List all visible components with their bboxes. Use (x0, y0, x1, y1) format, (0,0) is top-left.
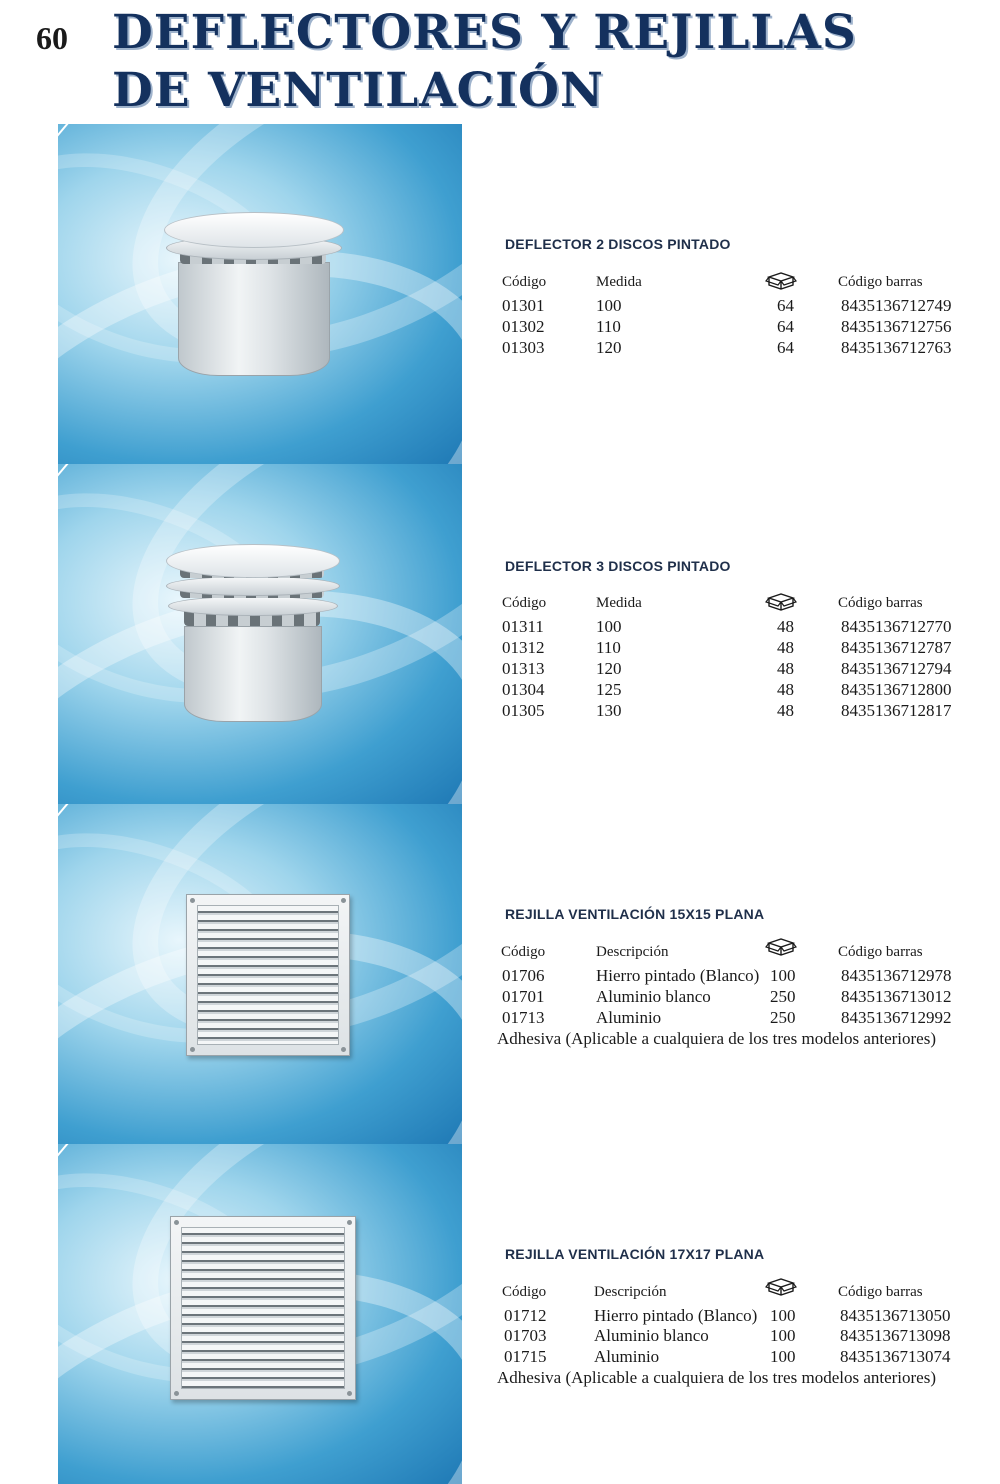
table-row: 01303 120 64 8435136712763 (502, 338, 952, 357)
product-section-grille-15x15 (0, 804, 1000, 1144)
product-photo (58, 124, 462, 464)
header-desc: Descripción (594, 1284, 667, 1300)
adhesive-note: Adhesiva (Aplicable a cualquiera de los tres modelos anteriores) (497, 1368, 937, 1387)
table-row: 01305 130 48 8435136712817 (502, 701, 952, 720)
vent-grille-17x17-image (170, 1216, 356, 1400)
product-title: REJILLA VENTILACIÓN 15X15 PLANA (505, 906, 765, 922)
box-icon (765, 938, 797, 956)
page-title-line-1: DEFLECTORES Y REJILLAS (112, 5, 857, 60)
vent-grille-15x15-image (186, 894, 350, 1056)
table-row: 01302 110 64 8435136712756 (502, 317, 952, 336)
deflector-2-discs-image (158, 212, 348, 382)
header-code: Código (502, 274, 547, 290)
header-code: Código (502, 1284, 547, 1300)
header-desc: Medida (596, 595, 642, 611)
table-row: 01712 Hierro pintado (Blanco) 100 8435136713050 (504, 1306, 951, 1325)
header-barcode: Código barras (838, 1284, 923, 1300)
header-barcode: Código barras (838, 944, 923, 960)
table-row: 01304 125 48 8435136712800 (502, 680, 952, 699)
table-row: 01701 Aluminio blanco 250 8435136713012 (502, 987, 952, 1006)
product-title: DEFLECTOR 3 DISCOS PINTADO (505, 558, 731, 574)
product-photo (58, 1144, 462, 1484)
product-title: DEFLECTOR 2 DISCOS PINTADO (505, 236, 731, 252)
table-row: 01713 Aluminio 250 8435136712992 (502, 1008, 952, 1027)
table-row: 01312 110 48 8435136712787 (502, 638, 952, 657)
box-icon (765, 1278, 797, 1296)
deflector-3-discs-image (162, 544, 342, 726)
table-row: 01715 Aluminio 100 8435136713074 (504, 1347, 951, 1366)
product-photo (58, 464, 462, 804)
product-info (497, 124, 977, 464)
page-title-line-2: DE VENTILACIÓN (112, 63, 604, 118)
product-info (497, 1144, 977, 1484)
table-row: 01703 Aluminio blanco 100 8435136713098 (504, 1326, 951, 1345)
product-info (497, 804, 977, 1144)
page-title (112, 4, 857, 120)
table-row: 01301 100 64 8435136712749 (502, 296, 952, 315)
table-row: 01311 100 48 8435136712770 (502, 617, 952, 636)
page-number: 60 (36, 20, 68, 56)
product-section-deflector-2 (0, 124, 1000, 464)
header-desc: Medida (596, 274, 642, 290)
header-desc: Descripción (596, 944, 669, 960)
box-icon (765, 593, 797, 611)
header-barcode: Código barras (838, 595, 923, 611)
product-section-deflector-3 (0, 464, 1000, 804)
header-barcode: Código barras (838, 274, 923, 290)
product-info (497, 464, 977, 804)
header-code: Código (501, 944, 546, 960)
product-section-grille-17x17 (0, 1144, 1000, 1484)
product-photo (58, 804, 462, 1144)
box-icon (765, 272, 797, 290)
adhesive-note: Adhesiva (Aplicable a cualquiera de los tres modelos anteriores) (497, 1029, 937, 1048)
table-row: 01706 Hierro pintado (Blanco) 100 8435136712978 (502, 966, 952, 985)
header-code: Código (502, 595, 547, 611)
table-row: 01313 120 48 8435136712794 (502, 659, 952, 678)
product-title: REJILLA VENTILACIÓN 17X17 PLANA (505, 1246, 765, 1262)
